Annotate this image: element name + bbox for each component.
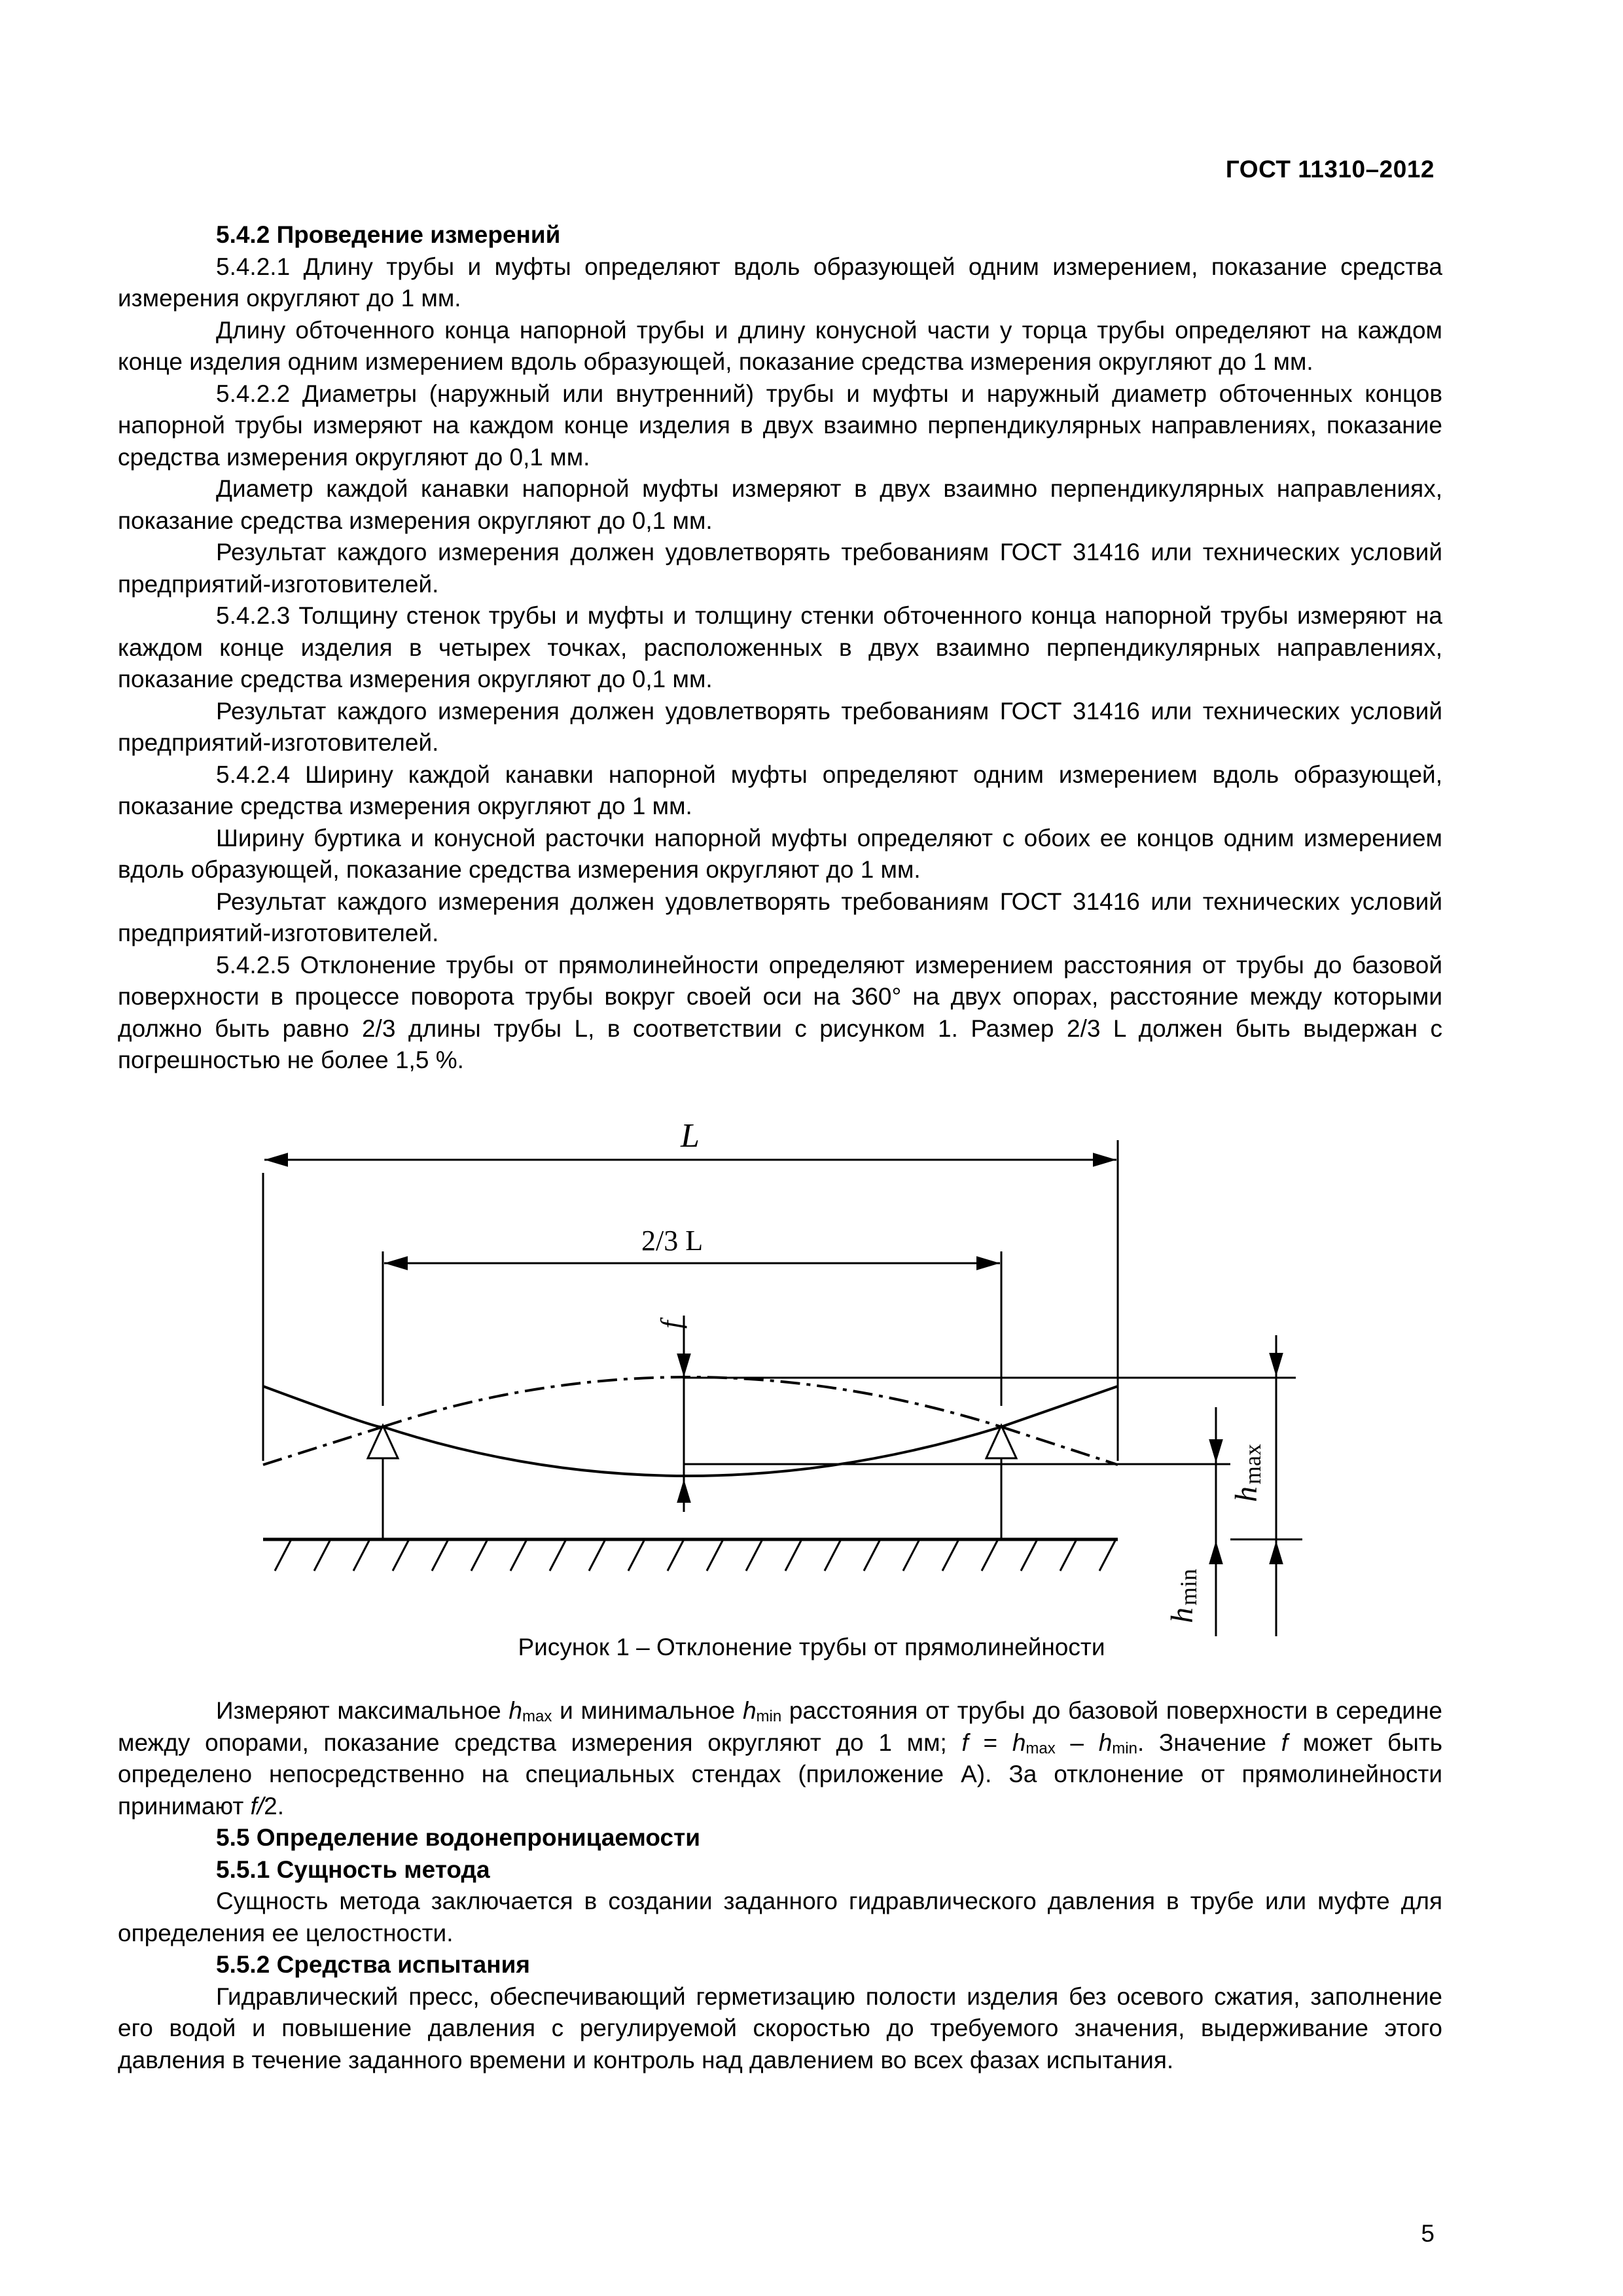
document-code: ГОСТ 11310–2012	[1225, 156, 1435, 183]
pipe-curve-right-solid	[1001, 1386, 1118, 1427]
label-f: f	[655, 1320, 687, 1329]
paragraph: Диаметр каждой канавки напорной муфты измеряют в двух взаимно перпендикулярных направлениях, показание средства измерения округляют до 0,1 мм.	[118, 475, 1442, 534]
pipe-curve-left-end	[263, 1386, 383, 1427]
label-h-max-sub: max	[1240, 1444, 1266, 1484]
base-hatching	[275, 1539, 1116, 1571]
pipe-curve-left-dashed	[263, 1427, 383, 1465]
paragraph: Длину обточенного конца напорной трубы и длину конусной части у торца трубы определяют на каждом конце изделия одним измерением вдоль образующей, показание средства измерения округляют до 1 мм.	[118, 316, 1442, 375]
figure-caption: Рисунок 1 – Отклонение трубы от прямолинейности	[518, 1634, 1105, 1660]
heading-5-5-2: 5.5.2 Средства испытания	[216, 1951, 530, 1978]
paragraph: 5.4.2.1 Длину трубы и муфты определяют вдоль образующей одним измерением, показание средства измерения округляют до 1 мм.	[118, 253, 1442, 312]
paragraph: 5.4.2.5 Отклонение трубы от прямолинейности определяют измерением расстояния от трубы до базовой поверхности в процессе поворота трубы вокруг своей оси на 360° на двух опорах, расстояние между которыми должно быть равно 2/3 длины трубы L, в соответствии с рисунком 1. Размер 2/3 L должен быть выдержан с погрешностью не более 1,5 %.	[118, 951, 1442, 1073]
heading-5-5: 5.5 Определение водонепроницаемости	[216, 1824, 700, 1851]
paragraph: 5.4.2.4 Ширину каждой канавки напорной муфты определяют одним измерением вдоль образующей, показание средства измерения округляют до 1 мм.	[118, 761, 1442, 819]
measure-paragraph: Измеряют максимальное $h_{max}$ и минимальное $h_{min}$ расстояния от трубы до базовой поверхности в середине между опорами, показание средства измерения округляют до 1 мм; $f = h_{max} - h_{min}$. Значение f может быть определено непосредственно на специальных стендах (приложение А). За отклонение от прямолинейности принимают f/2.	[118, 1697, 1443, 1820]
paragraph: 5.4.2.3 Толщину стенок трубы и муфты и толщину стенки обточенного конца напорной трубы измеряют на каждом конце изделия в четырех точках, расположенных в двух взаимно перпендикулярных направлениях, показание средства измерения округляют до 0,1 мм.	[118, 602, 1442, 692]
pipe-upper-curve	[383, 1377, 1001, 1427]
label-h-min-sub: min	[1175, 1568, 1202, 1605]
figure-1	[0, 1100, 1623, 1662]
label-two-thirds-L: 2/3 L	[641, 1225, 704, 1257]
section-5-4-2	[118, 219, 1442, 1077]
heading-5-5-1: 5.5.1 Сущность метода	[216, 1856, 490, 1883]
pipe-curve-right-dashed	[1001, 1427, 1118, 1465]
paragraph: Ширину буртика и конусной расточки напорной муфты определяют с обоих ее концов одним измерением вдоль образующей, показание средства измерения округляют до 1 мм.	[118, 824, 1442, 883]
pipe-straightness-diagram	[0, 1100, 1623, 1662]
paragraph: 5.4.2.2 Диаметры (наружный или внутренний) трубы и муфты и наружный диаметр обточенных концов напорной трубы измеряют на каждом конце изделия в двух взаимно перпендикулярных направлениях, показание средства измерения округляют до 0,1 мм.	[118, 380, 1442, 471]
paragraph: Результат каждого измерения должен удовлетворять требованиям ГОСТ 31416 или технических условий предприятий-изготовителей.	[118, 888, 1442, 946]
paragraph-5-5-2: Гидравлический пресс, обеспечивающий герметизацию полости изделия без осевого сжатия, заполнение его водой и повышение давления с регулируемой скоростью до требуемого значения, выдерживание этого давления в течение заданного времени и контроль над давлением во всех фазах испытания.	[118, 1982, 1442, 2073]
label-h-max: h	[1229, 1486, 1264, 1502]
pipe-lower-curve	[383, 1427, 1001, 1476]
section-after-figure	[118, 1695, 1442, 2076]
paragraph: Результат каждого измерения должен удовлетворять требованиям ГОСТ 31416 или технических условий предприятий-изготовителей.	[118, 539, 1442, 598]
label-L: L	[681, 1117, 700, 1155]
section-heading: 5.4.2 Проведение измерений	[216, 221, 561, 248]
label-h-min: h	[1165, 1607, 1200, 1623]
paragraph: Результат каждого измерения должен удовлетворять требованиям ГОСТ 31416 или технических условий предприятий-изготовителей.	[118, 697, 1442, 756]
page-number: 5	[1421, 2220, 1435, 2247]
paragraph-5-5-1: Сущность метода заключается в создании заданного гидравлического давления в трубе или муфте для определения ее целостности.	[118, 1888, 1442, 1946]
